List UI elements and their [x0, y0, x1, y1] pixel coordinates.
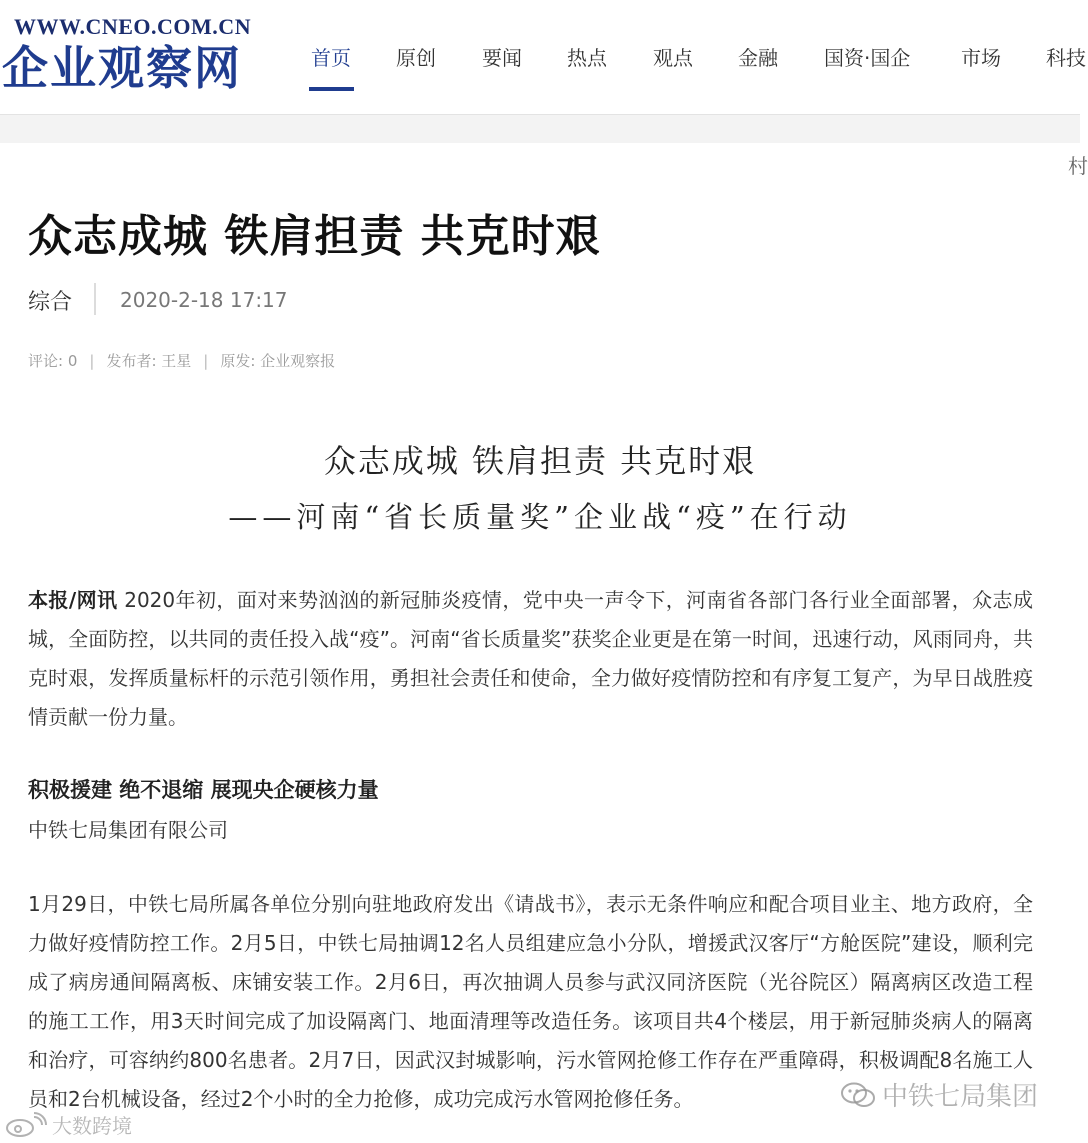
- original-source: 原发: 企业观察报: [220, 352, 336, 370]
- article-date: 2020-2-18 17:17: [120, 288, 288, 312]
- stats-separator: |: [203, 352, 209, 370]
- lead-text: 2020年初，面对来势汹汹的新冠肺炎疫情，党中央一声令下，河南省各部门各行业全面部署，众志成城，全面防控，以共同的责任投入战“疫”。河南“省长质量奖”获奖企业更是在第一时间，迅速行动，风雨同舟，共克时艰，发挥质量标杆的示范引领作用，勇担社会责任和使命，全力做好疫情防控和有序复工复产，为早日战胜疫情贡献一份力量。: [28, 588, 1033, 729]
- section-company: 中铁七局集团有限公司: [28, 818, 228, 842]
- article-title: 众志成城 铁肩担责 共克时艰: [28, 211, 601, 262]
- wechat-watermark-text: 中铁七局集团: [882, 1082, 1039, 1112]
- section-paragraph: 1月29日，中铁七局所属各单位分别向驻地政府发出《请战书》，表示无条件响应和配合项目业主、地方政府，全力做好疫情防控工作。2月5日，中铁七局抽调12名人员组建应急小分队，增援武汉客厅“方舱医院”建设，顺利完成了病房通间隔离板、床铺安装工作。2月6日，再次抽调人员参与武汉同济医院（光谷院区）隔离病区改造工程的施工工作，用3天时间完成了加设隔离门、地面清理等改造任务。该项目共4个楼层，用于新冠肺炎病人的隔离和治疗，可容纳约800名患者。2月7日，因武汉封城影响，污水管网抢修工作存在严重障碍，积极调配8名施工人员和2台机械设备，经过2个小时的全力抢修，成功完成污水管网抢修任务。: [28, 892, 1033, 1111]
- nav-item-opinion[interactable]: 观点: [653, 46, 693, 70]
- sidebar-fragment: 村: [1068, 154, 1088, 178]
- site-logo[interactable]: 企业观察网: [2, 41, 242, 95]
- wechat-icon: [840, 1081, 876, 1109]
- stats-separator: |: [89, 352, 95, 370]
- lead-label: 本报/网讯: [28, 588, 118, 612]
- article-category[interactable]: 综合: [28, 290, 73, 315]
- nav-item-market[interactable]: 市场: [961, 46, 1001, 70]
- nav-item-hot[interactable]: 热点: [567, 46, 607, 70]
- nav-item-soe[interactable]: 国资·国企: [824, 46, 911, 70]
- wechat-watermark: [840, 1076, 1038, 1113]
- site-header: [0, 0, 1086, 115]
- nav-item-tech[interactable]: 科技: [1046, 46, 1086, 70]
- article-subtitle-sub: ——河南“省长质量奖”企业战“疫”在行动: [228, 500, 852, 534]
- article-stats: [28, 350, 335, 371]
- site-url[interactable]: WWW.CNEO.COM.CN: [14, 14, 252, 39]
- nav-item-finance[interactable]: 金融: [738, 46, 778, 70]
- meta-divider: [94, 283, 96, 315]
- section-heading: 积极援建 绝不退缩 展现央企硬核力量: [28, 778, 379, 802]
- lead-paragraph: [28, 581, 1033, 737]
- nav-active-indicator: [309, 87, 354, 91]
- nav-item-home[interactable]: 首页: [311, 46, 351, 70]
- publisher: 发布者: 王星: [106, 352, 192, 370]
- weibo-icon: [4, 1111, 48, 1139]
- nav-item-original[interactable]: 原创: [396, 46, 436, 70]
- header-divider-band: [0, 115, 1080, 143]
- weibo-watermark: [4, 1110, 132, 1139]
- comment-count[interactable]: 评论: 0: [28, 352, 78, 370]
- weibo-watermark-text: 大数跨境: [52, 1114, 132, 1138]
- article-subtitle-main: 众志成城 铁肩担责 共克时艰: [323, 442, 757, 480]
- nav-item-news[interactable]: 要闻: [482, 46, 522, 70]
